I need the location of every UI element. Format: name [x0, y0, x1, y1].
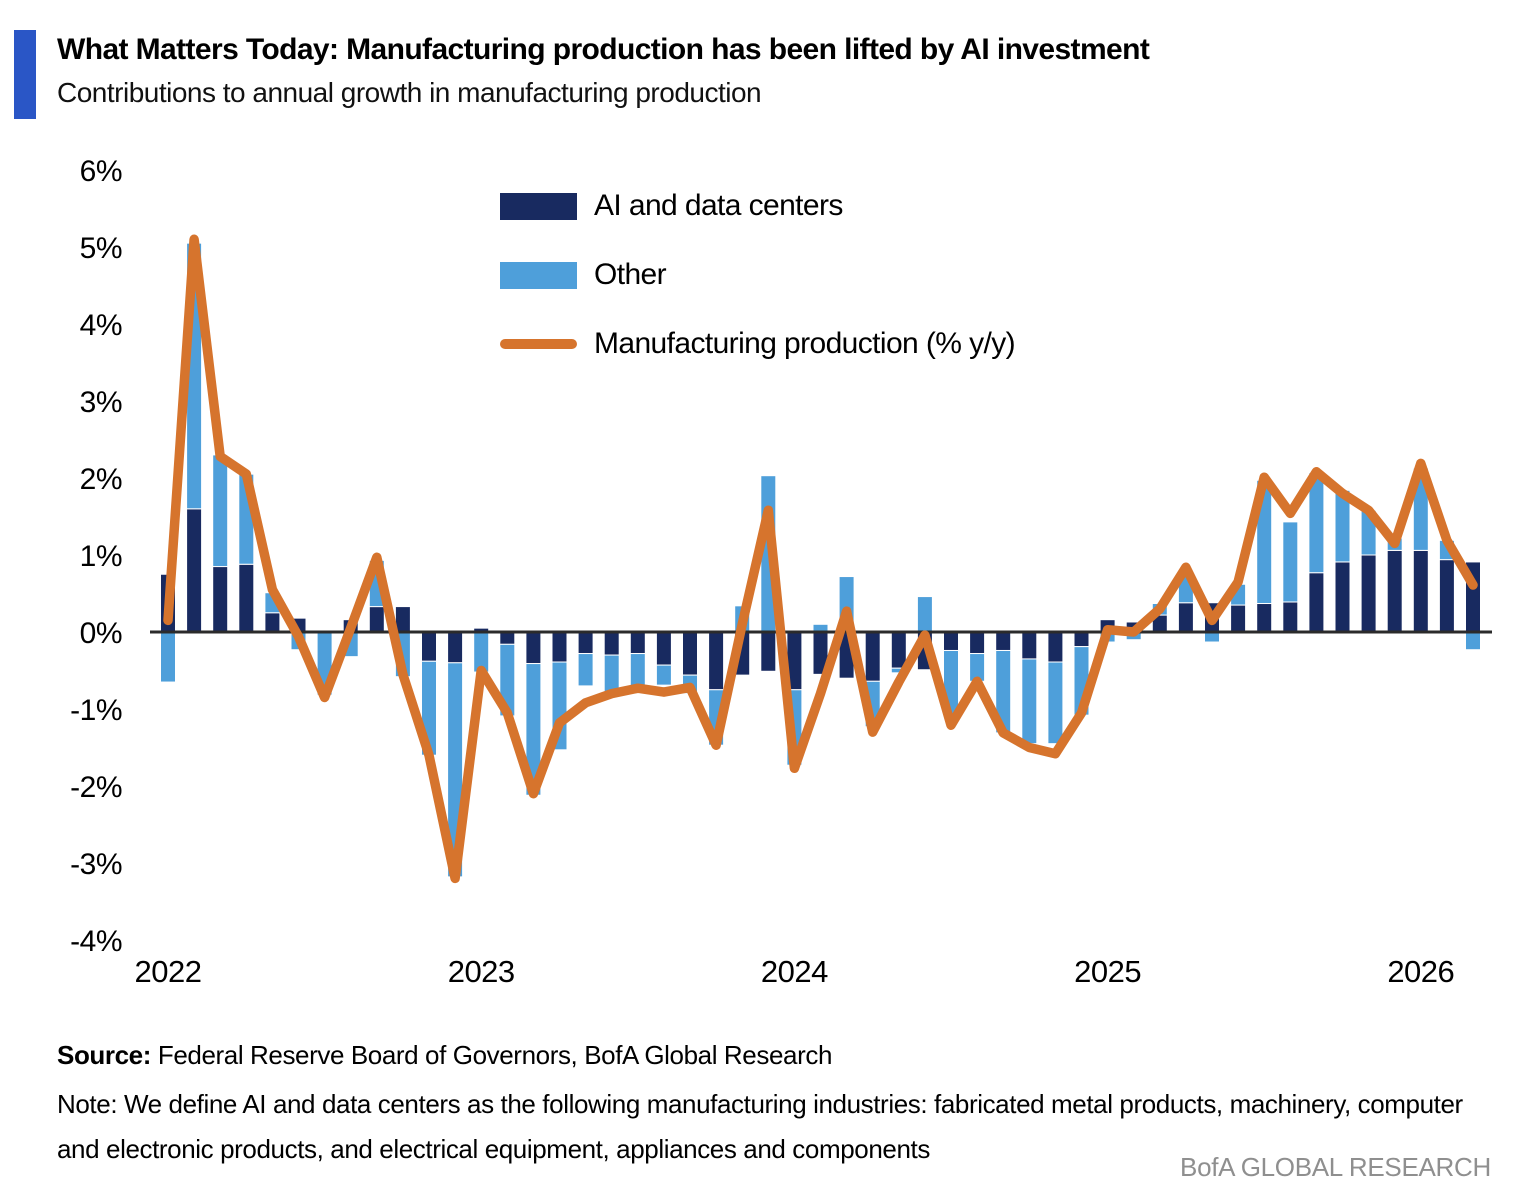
bar-ai-and-data-centers [761, 632, 776, 671]
bar-other [1048, 662, 1063, 744]
bar-ai-and-data-centers [1257, 604, 1272, 632]
x-tick-label: 2025 [1074, 954, 1142, 989]
bar-ai-and-data-centers [709, 632, 724, 690]
bar-ai-and-data-centers [970, 632, 985, 654]
legend-label-ai: AI and data centers [594, 189, 843, 222]
bar-ai-and-data-centers [448, 632, 463, 663]
bar-other [161, 632, 176, 682]
bar-ai-and-data-centers [1048, 632, 1063, 662]
bar-ai-and-data-centers [630, 632, 645, 654]
y-tick-label: -2% [70, 771, 122, 804]
y-tick-label: 1% [79, 540, 122, 573]
chart-legend [500, 186, 1015, 364]
bar-ai-and-data-centers [265, 613, 280, 632]
legend-swatch-other-icon [500, 262, 577, 289]
bar-ai-and-data-centers [1231, 605, 1246, 632]
x-tick-label: 2023 [447, 954, 515, 989]
legend-item-other [500, 255, 1015, 295]
bar-ai-and-data-centers [552, 632, 567, 662]
bar-ai-and-data-centers [578, 632, 593, 654]
note-text: Note: We define AI and data centers as the following manufacturing industries: fabricated metal products, machinery, computer and electronic products, and electrical equipment, appliances and components [57, 1089, 1463, 1164]
x-tick-label: 2026 [1387, 954, 1455, 989]
y-tick-label: 4% [79, 309, 122, 342]
bar-ai-and-data-centers [1361, 555, 1376, 632]
source-label: Source: [57, 1040, 152, 1070]
y-tick-label: 0% [79, 617, 122, 650]
x-tick-label: 2024 [760, 954, 828, 989]
bar-ai-and-data-centers [683, 632, 698, 675]
y-tick-label: -1% [70, 694, 122, 727]
bar-other [1022, 659, 1037, 744]
legend-label-production: Manufacturing production (% y/y) [594, 327, 1016, 360]
bar-ai-and-data-centers [500, 632, 515, 644]
bar-ai-and-data-centers [1335, 562, 1350, 632]
bar-ai-and-data-centers [1283, 602, 1298, 632]
y-tick-label: -4% [70, 925, 122, 958]
title-accent-bar [14, 30, 36, 119]
bar-other [1283, 522, 1298, 602]
bar-ai-and-data-centers [1074, 632, 1089, 647]
bar-ai-and-data-centers [1387, 550, 1402, 632]
source-text: Federal Reserve Board of Governors, BofA Global Research [151, 1040, 833, 1070]
bar-ai-and-data-centers [891, 632, 906, 668]
bar-ai-and-data-centers [239, 564, 254, 632]
bar-ai-and-data-centers [604, 632, 619, 655]
bar-ai-and-data-centers [213, 567, 228, 632]
legend-item-production [500, 324, 1015, 364]
bar-ai-and-data-centers [1413, 550, 1428, 632]
bar-ai-and-data-centers [1309, 573, 1324, 632]
bar-ai-and-data-centers [526, 632, 541, 664]
legend-swatch-production-line-icon [500, 339, 577, 349]
bar-ai-and-data-centers [996, 632, 1011, 650]
bar-ai-and-data-centers [369, 607, 384, 632]
bar-ai-and-data-centers [422, 632, 437, 661]
bar-ai-and-data-centers [656, 632, 671, 665]
x-tick-label: 2022 [134, 954, 202, 989]
bar-ai-and-data-centers [944, 632, 959, 650]
bar-ai-and-data-centers [1178, 603, 1193, 632]
bar-other [917, 597, 932, 632]
y-tick-label: 5% [79, 232, 122, 265]
bar-ai-and-data-centers [1022, 632, 1037, 659]
bar-other [1466, 632, 1481, 650]
bar-other [1205, 632, 1220, 642]
legend-item-ai [500, 186, 1015, 226]
bar-other [213, 455, 228, 567]
bar-ai-and-data-centers [187, 509, 202, 632]
bar-ai-and-data-centers [1439, 560, 1454, 632]
bar-other [656, 665, 671, 685]
y-tick-label: 6% [79, 155, 122, 188]
page-title: What Matters Today: Manufacturing production has been lifted by AI investment [57, 33, 1150, 66]
brand-mark: BofA GLOBAL RESEARCH [1180, 1152, 1491, 1182]
y-tick-label: -3% [70, 848, 122, 881]
page-subtitle: Contributions to annual growth in manufacturing production [57, 77, 762, 108]
bar-other [578, 654, 593, 686]
y-tick-label: 2% [79, 463, 122, 496]
source-line [57, 1040, 832, 1071]
y-tick-label: 3% [79, 386, 122, 419]
legend-label-other: Other [594, 258, 667, 291]
bar-ai-and-data-centers [395, 607, 410, 632]
bar-ai-and-data-centers [865, 632, 880, 681]
legend-swatch-ai-icon [500, 193, 577, 220]
